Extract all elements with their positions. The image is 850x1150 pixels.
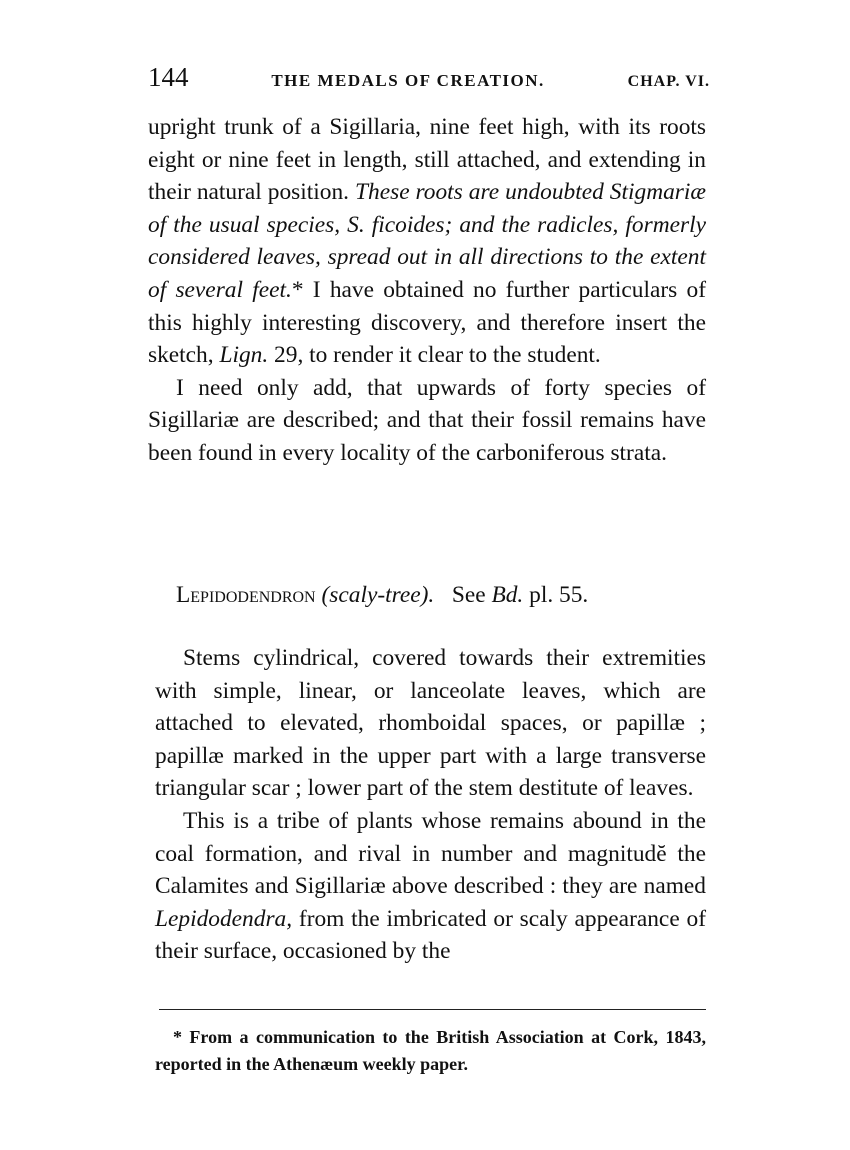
footnote-text: * From a communication to the British Association at Cork, 1843, reported in the Athenæum weekly paper.	[155, 1027, 706, 1074]
page-header	[148, 62, 710, 98]
body-text-top	[148, 111, 706, 470]
paragraph-tribe-of-plants	[155, 805, 706, 968]
italic-quote: These roots are undoubted Stigmariæ of the usual species, S. ficoides; and the radicles, formerly considered leaves, spread out in all directions to the extent of several feet.	[148, 179, 706, 303]
see-label: See	[451, 582, 492, 608]
section-ref-italic: Bd.	[491, 582, 524, 608]
paragraph-stems-description: Stems cylindrical, covered towards their extremities with simple, linear, or lanceolate leaves, which are attached to elevated, rhomboidal spaces, or papillæ ; papillæ marked in the upper part with a large transverse triangular scar ; lower part of the stem destitute of leaves.	[155, 645, 706, 802]
body-text-bottom	[155, 642, 706, 968]
footnote-marker: *	[291, 276, 304, 303]
paragraph-sigillariae-species: I need only add, that upwards of forty species of Sigillariæ are described; and that their fossil remains have been found in every locality of the carboniferous strata.	[148, 374, 706, 466]
text-run: from the imbricated or scaly appearance of their surface, occasioned by the	[155, 905, 706, 965]
section-title: Lepidodendron	[176, 582, 316, 608]
lign-reference: Lign.	[219, 342, 269, 369]
page-number: 144	[148, 62, 189, 92]
italic-term: Lepidodendra,	[155, 905, 293, 932]
chapter-label: CHAP. VI.	[627, 73, 710, 90]
paragraph-sigillaria-roots	[148, 111, 706, 372]
footnote-divider	[159, 1009, 706, 1010]
running-title: THE MEDALS OF CREATION.	[271, 71, 545, 90]
section-gloss: (scaly-tree).	[321, 582, 435, 608]
section-heading	[176, 582, 706, 609]
text-run: upright trunk of a Sigillaria, nine feet high, with its roots eight or nine feet in length, still attached, and extending in their natural position.	[148, 114, 706, 206]
footnote	[155, 1024, 706, 1078]
text-run: 29, to render it clear to the student.	[268, 342, 601, 369]
text-run: I have obtained no further particulars of this highly interesting discovery, and therefore insert the sketch,	[148, 276, 706, 369]
section-ref-plate: pl. 55.	[523, 582, 589, 608]
text-run: This is a tribe of plants whose remains abound in the coal formation, and rival in number and magnitudĕ the Calamites and Sigillariæ above described : they are named	[155, 807, 706, 900]
